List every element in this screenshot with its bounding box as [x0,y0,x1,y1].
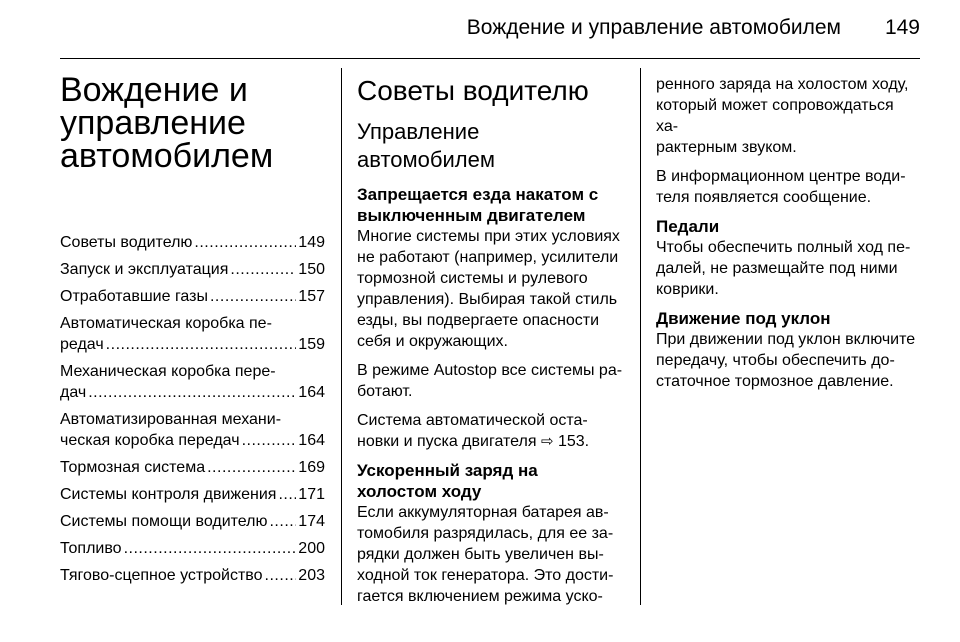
chapter-title: Вождение и управление автомобилем [60,71,274,175]
header-rule [60,58,920,59]
page-reference-link[interactable]: 153. [557,433,590,450]
toc-item[interactable]: Системы помощи водителю ..... 174 [60,511,325,532]
heading-downhill: Движение под уклон [656,309,831,328]
column-divider-2 [640,68,641,605]
content-column-3 [656,74,920,400]
heading-fast-idle-charging: Ускоренный заряд на холостом ходу [357,461,538,501]
heading-pedals: Педали [656,217,720,236]
toc-item[interactable]: Отработавшие газы ..... 157 [60,286,325,307]
subsection-title: Управление автомобилем [357,119,495,172]
column-divider-1 [341,68,342,605]
content-column-2 [357,74,623,615]
paragraph: Если аккумуляторная батарея ав- томобиля разрядилась, для ее за- рядки должен быть увеличен вы- ходной ток генератора. Это дости- гается включением режима уско- [357,504,614,605]
page-number: 149 [884,16,920,39]
heading-coasting: Запрещается езда накатом с выключенным двигателем [357,185,599,225]
toc-item[interactable]: Советы водителю ..... 149 [60,232,325,253]
paragraph: Многие системы при этих условиях не работают (например, усилители тормозной системы и рулевого управления). Выбирая такой стиль езды, вы подвергаете опасности себя и окружающих. [357,228,620,350]
toc-item[interactable]: Автоматизированная механи- ческая коробка передач ..... 164 [60,409,325,451]
paragraph: В информационном центре води- теля появляется сообщение. [656,168,906,206]
header-title: Вождение и управление автомобилем [466,16,841,39]
toc-item[interactable]: Автоматическая коробка пе- редач ..... 159 [60,313,325,355]
paragraph: ренного заряда на холостом ходу, который может сопровождаться ха- рактерным звуком. [656,76,909,156]
toc-item[interactable]: Тягово-сцепное устройство ..... 203 [60,565,325,586]
table-of-contents [60,232,325,586]
toc-item[interactable]: Топливо ..... 200 [60,538,325,559]
toc-column [60,71,325,592]
paragraph: Система автоматической оста- новки и пуска двигателя ⇨ 153. [357,412,590,450]
page-header [0,14,920,42]
page-reference-arrow-icon: ⇨ [540,433,554,450]
toc-item[interactable]: Системы контроля движения ..... 171 [60,484,325,505]
paragraph: В режиме Autostop все системы ра- ботают. [357,362,623,400]
toc-item[interactable]: Запуск и эксплуатация ..... 150 [60,259,325,280]
toc-item[interactable]: Тормозная система ..... 169 [60,457,325,478]
toc-item[interactable]: Механическая коробка пере- дач ..... 164 [60,361,325,403]
paragraph: При движении под уклон включите передачу, чтобы обеспечить до- статочное тормозное давление. [656,331,916,390]
section-title: Советы водителю [357,75,589,106]
paragraph: Чтобы обеспечить полный ход пе- далей, не размещайте под ними коврики. [656,239,911,298]
